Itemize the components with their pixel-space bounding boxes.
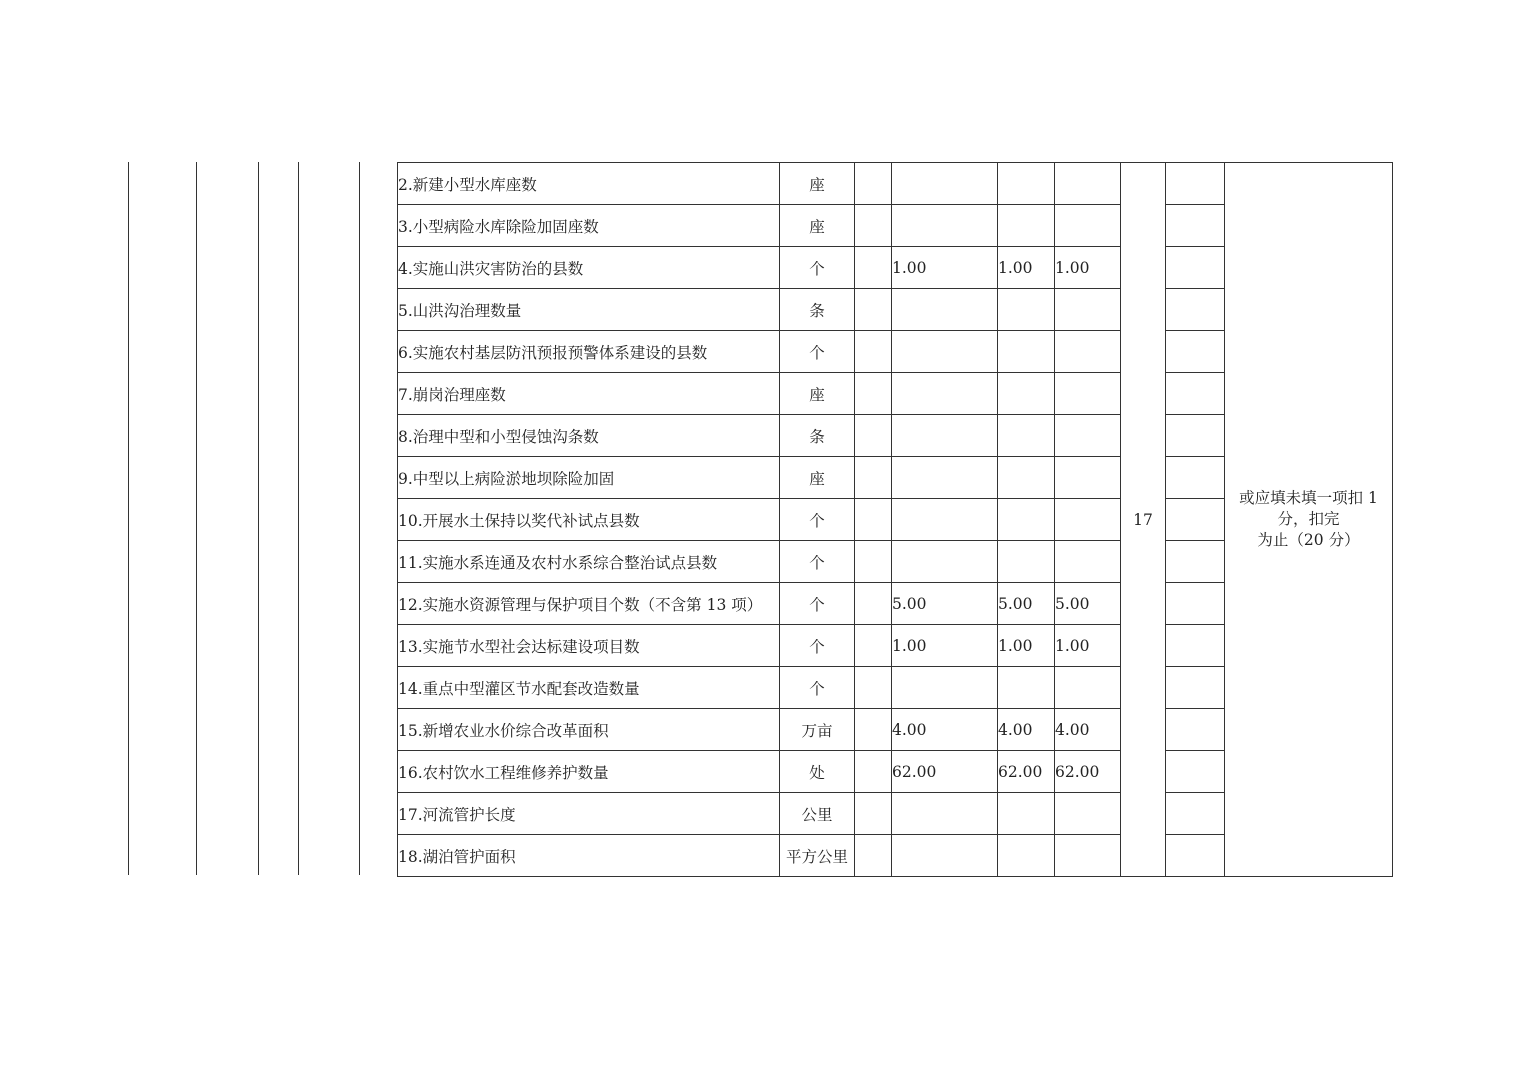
blank-cell bbox=[855, 373, 892, 415]
value-cell-2 bbox=[998, 163, 1055, 205]
blank-cell bbox=[855, 583, 892, 625]
blank-cell bbox=[1166, 163, 1225, 205]
unit-cell: 个 bbox=[780, 247, 855, 289]
value-cell-2 bbox=[998, 373, 1055, 415]
blank-cell bbox=[855, 541, 892, 583]
scoring-note-line: 或应填未填一项扣 1 bbox=[1239, 489, 1378, 507]
unit-cell: 万亩 bbox=[780, 709, 855, 751]
indicator-name-cell: 8.治理中型和小型侵蚀沟条数 bbox=[398, 415, 780, 457]
value-cell-2 bbox=[998, 793, 1055, 835]
value-cell-1 bbox=[892, 457, 998, 499]
value-cell-2 bbox=[998, 667, 1055, 709]
unit-cell: 平方公里 bbox=[780, 835, 855, 877]
unit-cell: 条 bbox=[780, 289, 855, 331]
blank-cell bbox=[1166, 373, 1225, 415]
blank-cell bbox=[855, 499, 892, 541]
blank-cell bbox=[1166, 457, 1225, 499]
blank-cell bbox=[855, 247, 892, 289]
blank-cell bbox=[1166, 751, 1225, 793]
value-cell-1 bbox=[892, 541, 998, 583]
blank-cell bbox=[1166, 667, 1225, 709]
indicator-name-cell: 6.实施农村基层防汛预报预警体系建设的县数 bbox=[398, 331, 780, 373]
unit-cell: 处 bbox=[780, 751, 855, 793]
column-divider bbox=[258, 162, 259, 875]
column-divider bbox=[128, 162, 129, 875]
value-cell-3: 62.00 bbox=[1055, 751, 1121, 793]
indicator-name-cell: 16.农村饮水工程维修养护数量 bbox=[398, 751, 780, 793]
unit-cell: 个 bbox=[780, 499, 855, 541]
value-cell-3 bbox=[1055, 499, 1121, 541]
unit-cell: 条 bbox=[780, 415, 855, 457]
column-divider bbox=[298, 162, 299, 875]
blank-cell bbox=[1166, 583, 1225, 625]
value-cell-1: 1.00 bbox=[892, 625, 998, 667]
value-cell-1 bbox=[892, 415, 998, 457]
value-cell-1 bbox=[892, 667, 998, 709]
value-cell-3 bbox=[1055, 373, 1121, 415]
value-cell-1 bbox=[892, 205, 998, 247]
unit-cell: 个 bbox=[780, 583, 855, 625]
blank-cell bbox=[1166, 247, 1225, 289]
value-cell-3 bbox=[1055, 793, 1121, 835]
blank-cell bbox=[855, 751, 892, 793]
value-cell-3 bbox=[1055, 415, 1121, 457]
value-cell-2: 4.00 bbox=[998, 709, 1055, 751]
blank-cell bbox=[1166, 205, 1225, 247]
blank-cell bbox=[855, 415, 892, 457]
unit-cell: 个 bbox=[780, 331, 855, 373]
value-cell-1 bbox=[892, 331, 998, 373]
blank-cell bbox=[1166, 541, 1225, 583]
table-row bbox=[398, 163, 1393, 205]
indicator-table bbox=[397, 162, 1393, 877]
value-cell-2 bbox=[998, 289, 1055, 331]
value-cell-1 bbox=[892, 373, 998, 415]
value-cell-1: 1.00 bbox=[892, 247, 998, 289]
indicator-table-body bbox=[398, 163, 1393, 877]
indicator-name-cell: 4.实施山洪灾害防治的县数 bbox=[398, 247, 780, 289]
indicator-name-cell: 9.中型以上病险淤地坝除险加固 bbox=[398, 457, 780, 499]
blank-cell bbox=[1166, 331, 1225, 373]
unit-cell: 个 bbox=[780, 541, 855, 583]
value-cell-1: 4.00 bbox=[892, 709, 998, 751]
value-cell-2 bbox=[998, 499, 1055, 541]
value-cell-2 bbox=[998, 835, 1055, 877]
indicator-name-cell: 18.湖泊管护面积 bbox=[398, 835, 780, 877]
column-divider bbox=[359, 162, 360, 875]
value-cell-2: 1.00 bbox=[998, 625, 1055, 667]
value-cell-1 bbox=[892, 289, 998, 331]
blank-cell bbox=[855, 625, 892, 667]
value-cell-3: 1.00 bbox=[1055, 247, 1121, 289]
value-cell-1 bbox=[892, 793, 998, 835]
value-cell-3 bbox=[1055, 541, 1121, 583]
blank-cell bbox=[1166, 289, 1225, 331]
value-cell-3: 1.00 bbox=[1055, 625, 1121, 667]
indicator-name-cell: 17.河流管护长度 bbox=[398, 793, 780, 835]
blank-cell bbox=[855, 289, 892, 331]
value-cell-2 bbox=[998, 457, 1055, 499]
unit-cell: 公里 bbox=[780, 793, 855, 835]
value-cell-2 bbox=[998, 331, 1055, 373]
indicator-name-cell: 3.小型病险水库除险加固座数 bbox=[398, 205, 780, 247]
indicator-name-cell: 5.山洪沟治理数量 bbox=[398, 289, 780, 331]
indicator-name-cell: 14.重点中型灌区节水配套改造数量 bbox=[398, 667, 780, 709]
blank-cell bbox=[855, 331, 892, 373]
column-divider bbox=[196, 162, 197, 875]
value-cell-3 bbox=[1055, 667, 1121, 709]
blank-cell bbox=[855, 457, 892, 499]
unit-cell: 座 bbox=[780, 373, 855, 415]
unit-cell: 座 bbox=[780, 163, 855, 205]
value-cell-3 bbox=[1055, 163, 1121, 205]
value-cell-3 bbox=[1055, 835, 1121, 877]
indicator-name-cell: 10.开展水土保持以奖代补试点县数 bbox=[398, 499, 780, 541]
blank-cell bbox=[1166, 499, 1225, 541]
blank-cell bbox=[855, 709, 892, 751]
value-cell-2 bbox=[998, 415, 1055, 457]
unit-cell: 个 bbox=[780, 625, 855, 667]
value-cell-1: 62.00 bbox=[892, 751, 998, 793]
indicator-name-cell: 12.实施水资源管理与保护项目个数（不含第 13 项） bbox=[398, 583, 780, 625]
value-cell-3: 5.00 bbox=[1055, 583, 1121, 625]
unit-cell: 座 bbox=[780, 457, 855, 499]
value-cell-2: 1.00 bbox=[998, 247, 1055, 289]
scoring-note-line: 为止（20 分） bbox=[1257, 531, 1360, 549]
blank-cell bbox=[1166, 793, 1225, 835]
value-cell-3 bbox=[1055, 205, 1121, 247]
value-cell-1 bbox=[892, 163, 998, 205]
blank-cell bbox=[1166, 709, 1225, 751]
unit-cell: 个 bbox=[780, 667, 855, 709]
value-cell-2: 5.00 bbox=[998, 583, 1055, 625]
score-cell: 17 bbox=[1121, 163, 1166, 877]
blank-cell bbox=[855, 793, 892, 835]
value-cell-2 bbox=[998, 541, 1055, 583]
indicator-name-cell: 11.实施水系连通及农村水系综合整治试点县数 bbox=[398, 541, 780, 583]
blank-cell bbox=[1166, 835, 1225, 877]
value-cell-3 bbox=[1055, 457, 1121, 499]
indicator-name-cell: 13.实施节水型社会达标建设项目数 bbox=[398, 625, 780, 667]
blank-cell bbox=[855, 205, 892, 247]
value-cell-3 bbox=[1055, 331, 1121, 373]
value-cell-1: 5.00 bbox=[892, 583, 998, 625]
value-cell-3: 4.00 bbox=[1055, 709, 1121, 751]
indicator-name-cell: 15.新增农业水价综合改革面积 bbox=[398, 709, 780, 751]
value-cell-1 bbox=[892, 499, 998, 541]
indicator-name-cell: 7.崩岗治理座数 bbox=[398, 373, 780, 415]
blank-cell bbox=[855, 835, 892, 877]
value-cell-1 bbox=[892, 835, 998, 877]
blank-cell bbox=[1166, 625, 1225, 667]
indicator-name-cell: 2.新建小型水库座数 bbox=[398, 163, 780, 205]
scoring-note-line: 分，扣完 bbox=[1277, 510, 1340, 528]
scoring-note-cell bbox=[1225, 163, 1393, 877]
unit-cell: 座 bbox=[780, 205, 855, 247]
blank-cell bbox=[855, 163, 892, 205]
blank-cell bbox=[1166, 415, 1225, 457]
value-cell-2: 62.00 bbox=[998, 751, 1055, 793]
value-cell-2 bbox=[998, 205, 1055, 247]
value-cell-3 bbox=[1055, 289, 1121, 331]
blank-cell bbox=[855, 667, 892, 709]
